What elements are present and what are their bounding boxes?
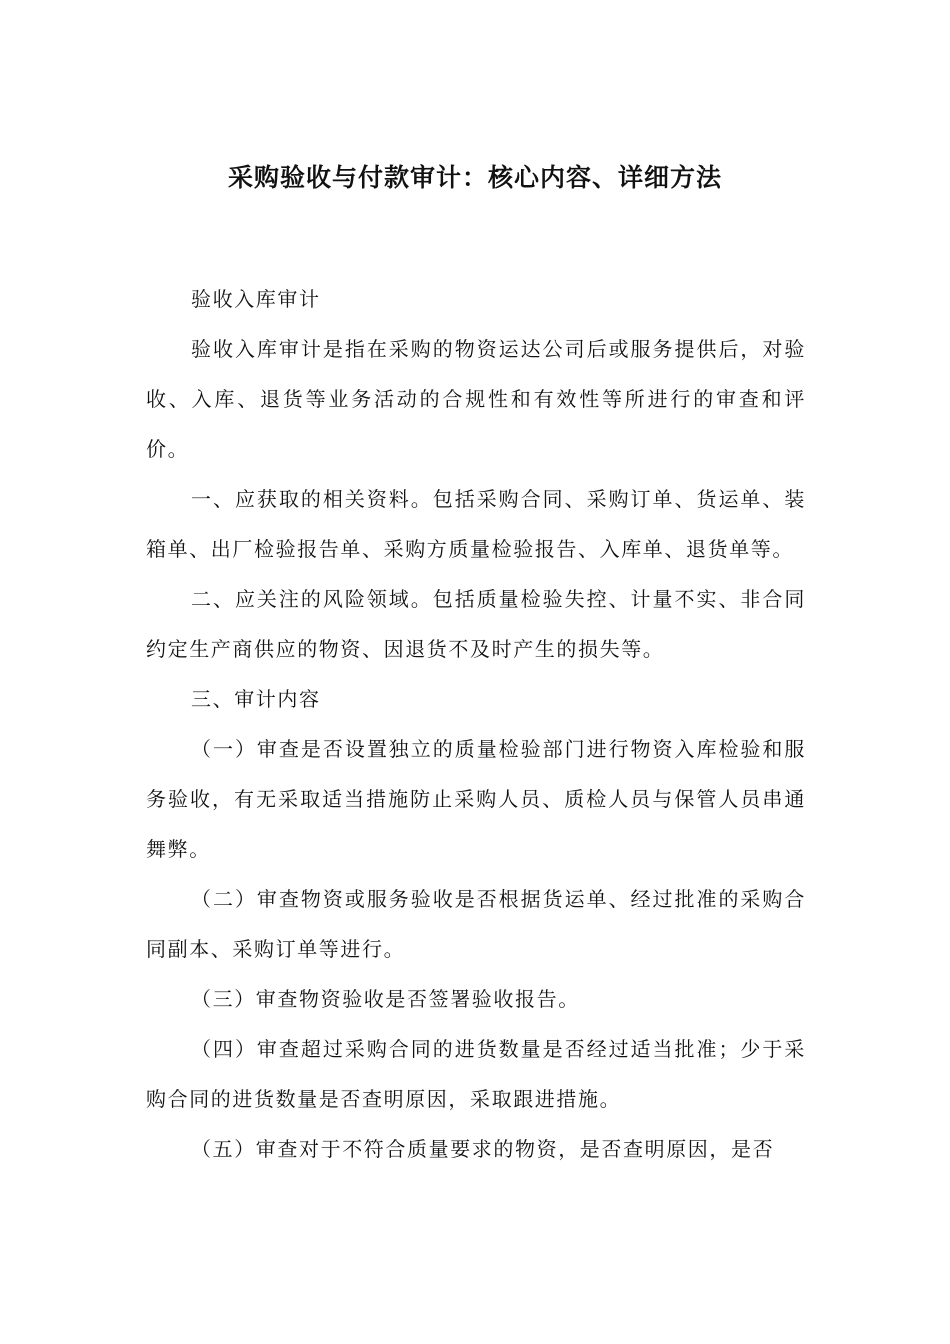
document-title: 采购验收与付款审计：核心内容、详细方法 (227, 163, 722, 192)
document-body (146, 274, 806, 1174)
section-heading-audit-content: 三、审计内容 (191, 687, 321, 711)
paragraph-materials: 一、应获取的相关资料。包括采购合同、采购订单、货运单、装箱单、出厂检验报告单、采购方质量检验报告、入库单、退货单等。 (146, 487, 806, 561)
paragraph-definition: 验收入库审计是指在采购的物资运达公司后或服务提供后，对验收、入库、退货等业务活动的合规性和有效性等所进行的审查和评价。 (146, 337, 806, 461)
paragraph-risk-areas: 二、应关注的风险领域。包括质量检验失控、计量不实、非合同约定生产商供应的物资、因退货不及时产生的损失等。 (146, 587, 806, 661)
paragraph-item-1: （一）审查是否设置独立的质量检验部门进行物资入库检验和服务验收，有无采取适当措施防止采购人员、质检人员与保管人员串通舞弊。 (146, 737, 806, 861)
paragraph-item-3: （三）审查物资验收是否签署验收报告。 (191, 987, 580, 1011)
paragraph-item-5: （五）审查对于不符合质量要求的物资，是否查明原因，是否 (191, 1137, 775, 1161)
section-heading-acceptance-audit: 验收入库审计 (191, 287, 321, 311)
paragraph-item-2: （二）审查物资或服务验收是否根据货运单、经过批准的采购合同副本、采购订单等进行。 (146, 887, 806, 961)
paragraph-item-4: （四）审查超过采购合同的进货数量是否经过适当批准；少于采购合同的进货数量是否查明原因，采取跟进措施。 (146, 1037, 806, 1111)
